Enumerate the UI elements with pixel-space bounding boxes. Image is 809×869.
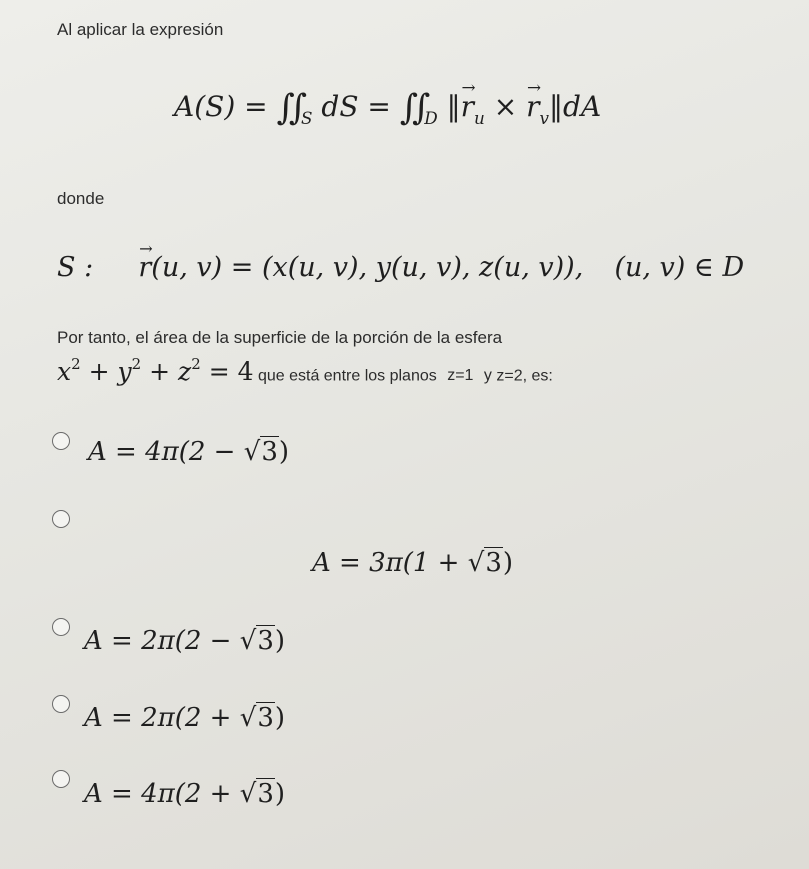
question-planes-text: que está entre los planos [257, 367, 437, 385]
param-domain: (u, v) ∈ D [614, 252, 745, 283]
formula-da: dA [563, 90, 602, 124]
option-4-label[interactable]: A = 2π(2 + √3) [84, 703, 286, 733]
param-definition: (u, v) = (x(u, v), y(u, v), z(u, v)), [151, 252, 584, 283]
question-line2 [57, 355, 553, 386]
plane-z1: z=1 [447, 367, 474, 385]
vector-r-u: → r [461, 90, 474, 123]
double-integral-icon: ∫∫ [399, 88, 425, 128]
option-5-label[interactable]: A = 4π(2 + √3) [84, 779, 286, 809]
option-1-label[interactable]: A = 4π(2 − √3) [88, 437, 290, 467]
option-2-radio[interactable] [52, 510, 70, 528]
vector-r: → r [138, 252, 151, 283]
integral-subscript-s: S [301, 107, 313, 128]
formula-ds: dS = [321, 90, 391, 124]
conjunction-y: y [483, 367, 492, 385]
option-4-radio[interactable] [52, 695, 70, 713]
plane-z2: z=2, es: [496, 367, 553, 385]
integral-subscript-d: D [424, 107, 438, 128]
sphere-equation: $x^2 + y^2 + z^2 = 4$ [57, 355, 254, 387]
parametrization [57, 252, 744, 283]
option-3-label[interactable]: A = 2π(2 − √3) [84, 626, 286, 656]
double-integral-icon: ∫∫ [276, 88, 302, 128]
param-s-label: S : [57, 252, 94, 283]
norm-bar-icon: ‖ [446, 90, 461, 124]
formula-lhs: A(S) = [174, 90, 268, 124]
surface-area-formula: $A(S) = \int\int_S$ dS = $\int\int_D$ ‖→ $r_u$ × → $r_v‖dA$ [174, 88, 601, 128]
cross-product-symbol: × [493, 90, 518, 124]
option-1-radio[interactable] [52, 432, 70, 450]
question-line1: Por tanto, el área de la superficie de la porción de la esfera [57, 328, 503, 347]
intro-text: Al aplicar la expresión [57, 20, 224, 39]
donde-text: donde [57, 189, 105, 208]
vector-r-v: → r [526, 90, 539, 123]
option-2-label[interactable]: A = 3π(1 + √3) [312, 548, 514, 578]
option-3-radio[interactable] [52, 618, 70, 636]
option-5-radio[interactable] [52, 770, 70, 788]
norm-bar-icon: ‖ [549, 90, 564, 124]
